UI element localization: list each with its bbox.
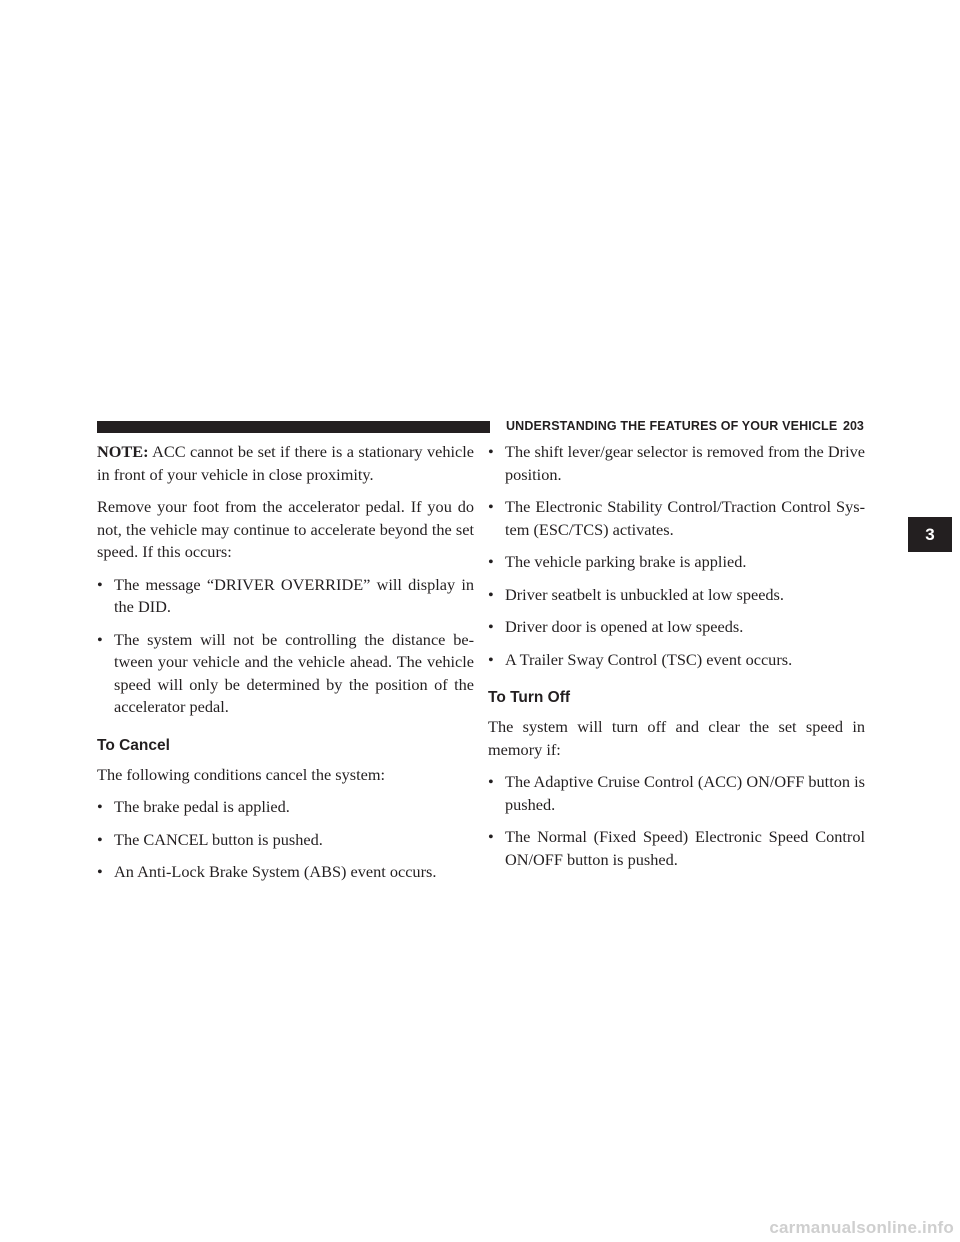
left-column (97, 441, 474, 894)
list-item (97, 574, 474, 619)
bullet-icon: • (488, 552, 494, 571)
list-item-text: Driver door is opened at low speeds. (505, 617, 744, 636)
bullet-icon: • (488, 617, 494, 636)
header-rule (97, 421, 490, 433)
list-item (488, 584, 865, 607)
bullet-icon: • (97, 797, 103, 816)
bullet-icon: • (488, 497, 494, 516)
list-item-text: The Normal (Fixed Speed) Electronic Speed Control ON/OFF button is pushed. (505, 827, 865, 869)
bullet-icon: • (97, 629, 103, 649)
list-item-text: The vehicle parking brake is applied. (505, 552, 747, 571)
list-item (488, 441, 865, 486)
section-heading-cancel: To Cancel (97, 736, 170, 754)
list-item-text: The message “DRIVER OVERRIDE” will display in the DID. (114, 574, 474, 616)
bullet-icon: • (97, 862, 103, 881)
list-item-text: The brake pedal is applied. (114, 797, 290, 816)
note-label: NOTE: (97, 442, 149, 461)
list-item (488, 826, 865, 871)
list-item-text: Driver seatbelt is unbuckled at low speeds. (505, 584, 784, 604)
list-item (97, 861, 474, 884)
bullet-icon: • (488, 649, 494, 669)
list-item (97, 829, 474, 852)
section-heading-turn-off: To Turn Off (488, 689, 571, 706)
list-item-text: The Adaptive Cruise Control (ACC) ON/OFF button is pushed. (505, 772, 865, 814)
bullet-icon: • (97, 829, 103, 849)
cancel-bullet-list-continued (488, 441, 865, 671)
right-column (488, 441, 865, 881)
list-item (97, 796, 474, 819)
turn-off-bullet-list (488, 771, 865, 871)
override-bullet-list (97, 574, 474, 719)
override-paragraph: Remove your foot from the accelerator pedal. If you do not, the vehicle may continue to accelerate beyond the set speed. If this occurs: (97, 497, 474, 561)
list-item-text: A Trailer Sway Control (TSC) event occurs. (505, 649, 793, 669)
list-item (488, 771, 865, 816)
list-item (488, 551, 865, 574)
turn-off-intro: The system will turn off and clear the set speed in memory if: (488, 717, 865, 759)
watermark: carmanualsonline.info (769, 1218, 954, 1237)
cancel-intro: The following conditions cancel the system: (97, 764, 386, 784)
list-item-text: The CANCEL button is pushed. (114, 829, 323, 849)
chapter-tab: 3 (908, 517, 952, 552)
bullet-icon: • (488, 772, 494, 791)
list-item-text: The shift lever/gear selector is removed from the Drive position. (505, 442, 865, 484)
running-header-title: UNDERSTANDING THE FEATURES OF YOUR VEHICLE (506, 419, 838, 433)
list-item (488, 496, 865, 541)
list-item-text: The system will not be controlling the distance be-tween your vehicle and the vehicle ahead. The vehicle speed will only be determined by the position of the accelerator pedal. (114, 629, 474, 716)
note-text: ACC cannot be set if there is a stationary vehicle in front of your vehicle in close proximity. (97, 442, 474, 484)
bullet-icon: • (488, 584, 494, 604)
list-item-text: The Electronic Stability Control/Traction Control Sys-tem (ESC/TCS) activates. (505, 497, 865, 539)
note-paragraph (97, 441, 474, 486)
cancel-bullet-list (97, 796, 474, 884)
bullet-icon: • (97, 574, 103, 594)
bullet-icon: • (488, 827, 494, 846)
page-number: 203 (843, 419, 864, 433)
bullet-icon: • (488, 442, 494, 461)
list-item (488, 649, 865, 672)
list-item-text: An Anti-Lock Brake System (ABS) event occurs. (114, 862, 437, 881)
list-item (488, 616, 865, 639)
list-item (97, 629, 474, 719)
